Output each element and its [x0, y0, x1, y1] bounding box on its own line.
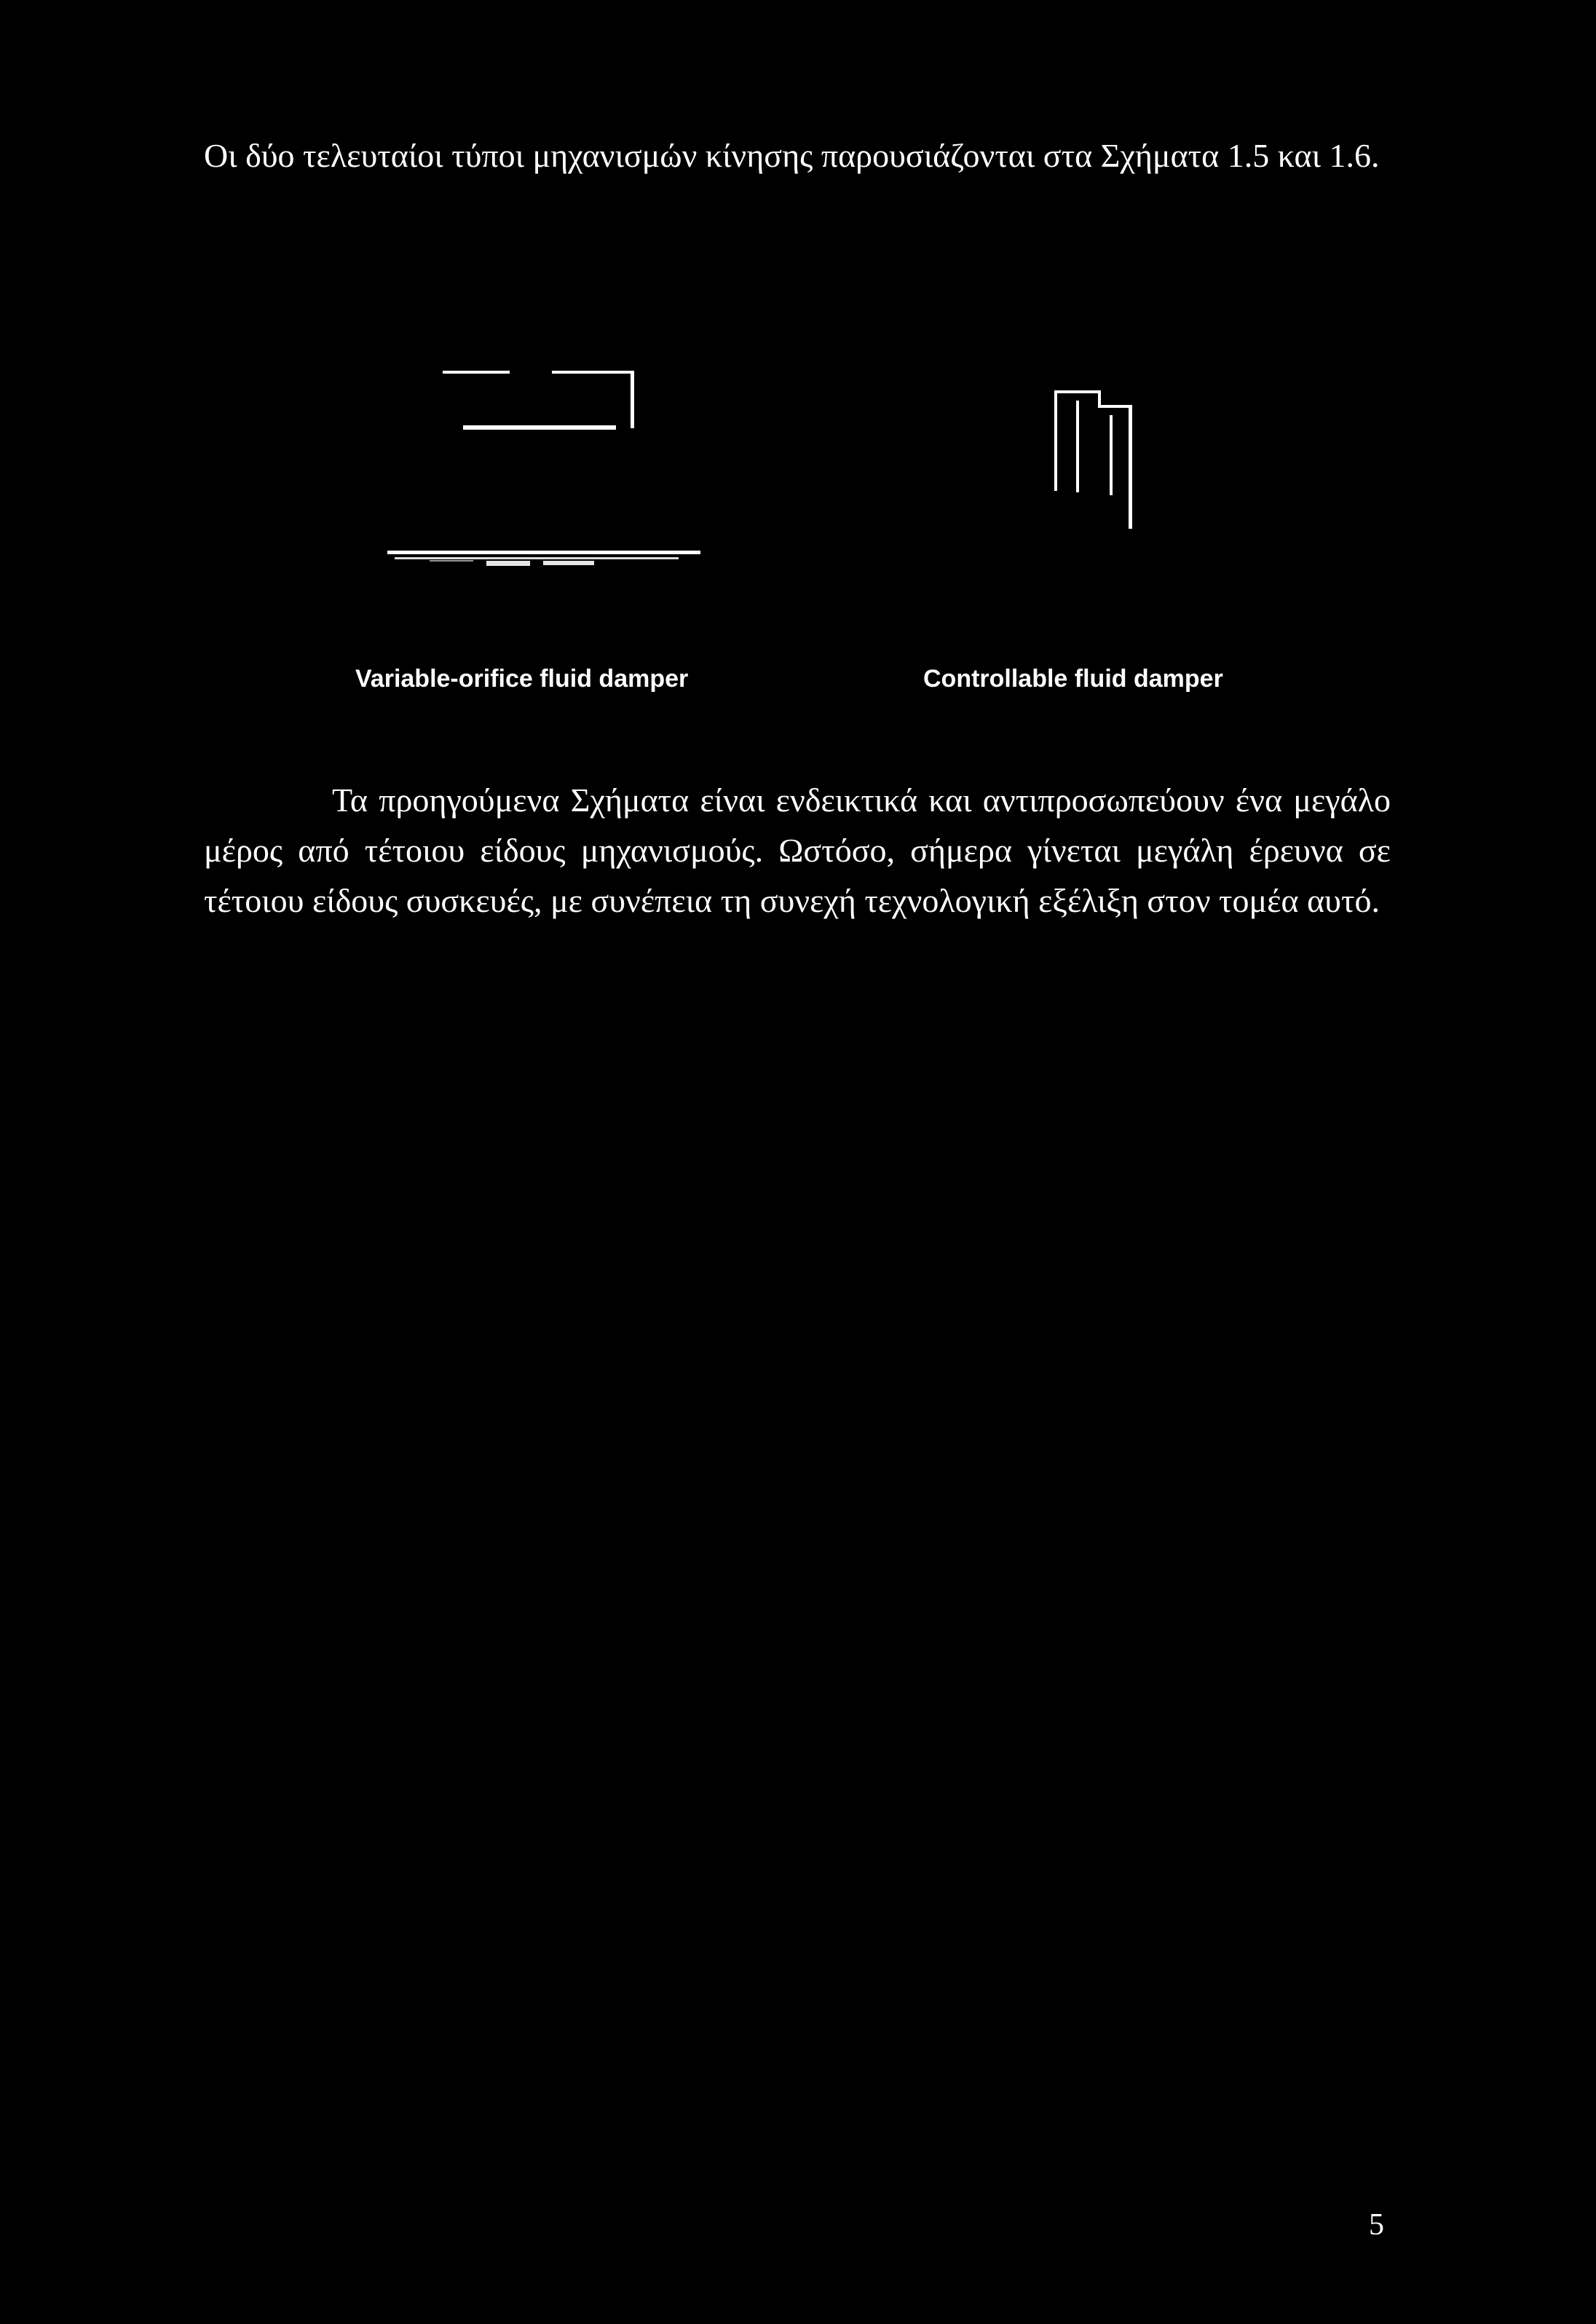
base-block-right [543, 561, 594, 565]
body-paragraph: Τα προηγούμενα Σχήματα είναι ενδεικτικά και αντιπροσωπεύουν ένα μεγάλο μέρος από τέτοιου είδους μηχανισμούς. Ωστόσο, σήμερα γίνεται μεγάλη έρευνα σε τέτοιου είδους συσκευές, με συνέπεια τη συνεχή τεχνολογική εξέλιξη στον τομέα αυτό. [204, 781, 1391, 919]
intro-paragraph: Οι δύο τελευταίοι τύποι μηχανισμών κίνησης παρουσιάζονται στα Σχήματα 1.5 και 1.6. [204, 137, 1380, 174]
outer-top-wall [1054, 390, 1101, 393]
inner-step [1098, 390, 1101, 406]
base-speck [430, 560, 473, 562]
base-shadow [395, 557, 679, 559]
figure-caption-controllable: Controllable fluid damper [923, 665, 1223, 693]
variable-orifice-damper-drawing [387, 371, 700, 566]
inner-right-wall [1129, 405, 1132, 529]
inner-top-wall [1098, 405, 1131, 408]
figure-caption-variable-orifice: Variable-orifice fluid damper [355, 665, 689, 693]
page-number: 5 [1369, 2208, 1384, 2242]
controllable-damper-drawing [1054, 390, 1132, 529]
outer-left-wall [1054, 390, 1057, 491]
variable-orifice-damper-figure [379, 350, 714, 583]
top-line-right [552, 371, 633, 374]
right-vertical-line [631, 371, 634, 428]
controllable-damper-figure [1034, 371, 1165, 539]
center-wall [1076, 401, 1079, 492]
base-bar [387, 551, 700, 554]
piston-rod [1110, 415, 1113, 495]
top-line-left [443, 371, 510, 374]
base-block-left [486, 561, 530, 566]
middle-bar [463, 425, 616, 430]
